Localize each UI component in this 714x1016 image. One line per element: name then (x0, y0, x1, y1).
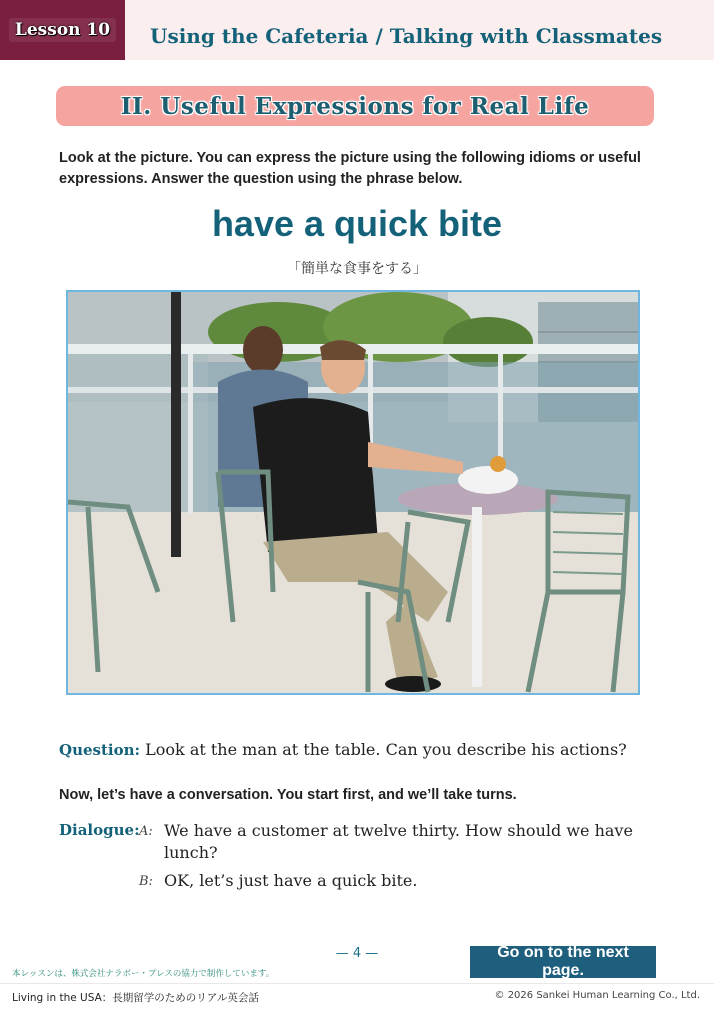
lesson-label: Lesson 10 (9, 18, 116, 42)
dialogue-line-b: OK, let’s just have a quick bite. (164, 871, 418, 890)
speaker-b-label: B: (139, 874, 153, 889)
instructions-text: Look at the picture. You can express the picture using the following idioms or useful expressions. Answer the question using the phrase below. (59, 150, 641, 187)
key-phrase: have a quick bite (211, 203, 503, 244)
section-banner (56, 86, 654, 126)
credit-note: 本レッスンは、株式会社ナラボー・プレスの協力で制作しています。 (12, 969, 275, 979)
next-page-button[interactable]: Go on to the next page. (470, 946, 656, 978)
speaker-a-label: A: (139, 824, 153, 839)
dialogue-label: Dialogue: (59, 821, 140, 839)
conversation-prompt: Now, let’s have a conversation. You start first, and we’ll take turns. (59, 787, 517, 803)
page-number: — 4 — (335, 946, 379, 961)
dialogue-line-a: We have a customer at twelve thirty. How should we have (164, 821, 633, 840)
dialogue-line-a-cont: lunch? (164, 843, 218, 862)
question-row (59, 740, 679, 759)
section-title: II. Useful Expressions for Real Life (120, 92, 590, 120)
copyright: © 2026 Sankei Human Learning Co., Ltd. (494, 990, 700, 1001)
footer-divider (0, 983, 714, 984)
lesson-badge (0, 0, 125, 60)
question-text: Look at the man at the table. Can you describe his actions? (145, 740, 627, 759)
question-label: Question: (59, 741, 141, 759)
cafeteria-photo (66, 290, 640, 695)
lesson-title: Using the Cafeteria / Talking with Classmates (150, 24, 663, 48)
series-title: Living in the USA：長期留学のためのリアル英会話 (12, 992, 259, 1004)
key-phrase-translation: 「簡単な食事をする」 (287, 261, 427, 277)
